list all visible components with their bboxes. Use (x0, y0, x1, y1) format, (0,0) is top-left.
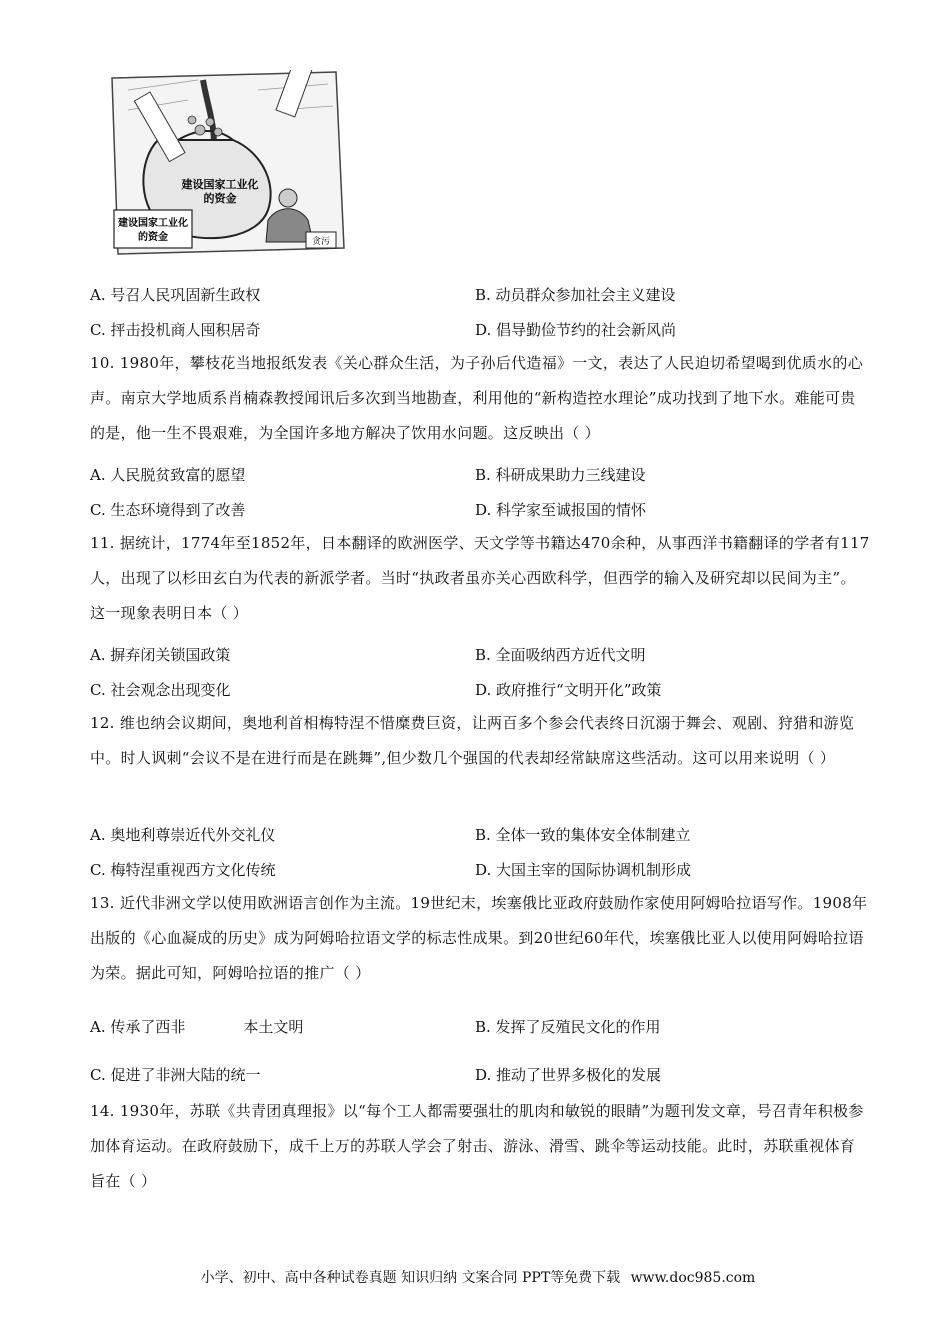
q11-option-d: D. 政府推行“文明开化”政策 (475, 681, 662, 699)
q12-option-b: B. 全体一致的集体安全体制建立 (475, 826, 691, 844)
q9-option-b: B. 动员群众参加社会主义建设 (475, 286, 676, 304)
q13-option-a-part2: 本土文明 (243, 1018, 304, 1036)
footer-site-link[interactable]: www.doc985.com (630, 1270, 756, 1286)
q11-option-b: B. 全面吸纳西方近代文明 (475, 646, 646, 664)
q13-option-c: C. 促进了非洲大陆的统一 (90, 1066, 261, 1084)
q14-stem: 14. 1930年，苏联《共青团真理报》以“每个工人都需要强壮的肌肉和敏锐的眼睛”为题刊发文章，号召青年积极参加体育运动。在政府鼓励下，成千上万的苏联人学会了射击、游泳、滑雪、跳伞等运动技能。此时，苏联重视体育旨在（ ） (90, 1102, 864, 1190)
svg-text:的资金: 的资金 (203, 192, 237, 205)
q12-option-a: A. 奥地利尊崇近代外交礼仪 (90, 826, 276, 844)
footer-text: 小学、初中、高中各种试卷真题 知识归纳 文案合同 PPT等免费下载 (200, 1270, 621, 1286)
q11-option-c: C. 社会观念出现变化 (90, 681, 231, 699)
cartoon-illustration (108, 70, 348, 260)
q11-option-a: A. 摒弃闭关锁国政策 (90, 646, 231, 664)
cartoon-drawing (108, 70, 348, 260)
cartoon-label-left: 建设国家工业化 (118, 218, 188, 229)
q9-option-a: A. 号召人民巩固新生政权 (90, 286, 261, 304)
q13-option-b: B. 发挥了反殖民文化的作用 (475, 1018, 661, 1036)
q12-stem: 12. 维也纳会议期间，奥地利首相梅特涅不惜糜费巨资，让两百多个参会代表终日沉溺于舞会、观剧、狩猎和游览中。时人讽刺“会议不是在进行而是在跳舞”,但少数几个强国的代表却经常缺席这些活动。这可以用来说明（ ） (90, 714, 855, 767)
q9-option-d: D. 倡导勤俭节约的社会新风尚 (475, 321, 677, 339)
q13-option-a-part1: A. 传承了西非 (90, 1018, 186, 1036)
cartoon-label-corruption: 贪污 (311, 237, 331, 247)
q10-stem: 10. 1980年，攀枝花当地报纸发表《关心群众生活，为子孙后代造福》一文，表达了人民迫切希望喝到优质水的心声。南京大学地质系肖楠森教授闻讯后多次到当地勘查，利用他的“新构造控水理论”成功找到了地下水。难能可贵的是，他一生不畏艰难，为全国许多地方解决了饮用水问题。这反映出（ ） (90, 354, 864, 442)
q13-option-d: D. 推动了世界多极化的发展 (475, 1066, 662, 1084)
q13-stem: 13. 近代非洲文学以使用欧洲语言创作为主流。19世纪末，埃塞俄比亚政府鼓励作家使用阿姆哈拉语写作。1908年出版的《心血凝成的历史》成为阿姆哈拉语文学的标志性成果。到20世纪60年代，埃塞俄比亚人以使用阿姆哈拉语为荣。据此可知，阿姆哈拉语的推广（ ） (90, 894, 868, 982)
q9-option-c: C. 抨击投机商人囤积居奇 (90, 321, 261, 339)
q12-option-c: C. 梅特涅重视西方文化传统 (90, 861, 276, 879)
q12-option-d: D. 大国主宰的国际协调机制形成 (475, 861, 692, 879)
q10-option-a: A. 人民脱贫致富的愿望 (90, 466, 246, 484)
q13-option-a (90, 1016, 303, 1038)
q11-stem: 11. 据统计，1774年至1852年，日本翻译的欧洲医学、天文学等书籍达470余种，从事西洋书籍翻译的学者有117人，出现了以杉田玄白为代表的新派学者。当时“执政者虽亦关心西欧科学，但西学的输入及研究却以民间为主”。这一现象表明日本（ ） (90, 534, 870, 622)
q10-option-b: B. 科研成果助力三线建设 (475, 466, 646, 484)
q10-option-d: D. 科学家至诚报国的情怀 (475, 501, 647, 519)
svg-text:的资金: 的资金 (138, 232, 168, 243)
q10-option-c: C. 生态环境得到了改善 (90, 501, 246, 519)
page-footer (0, 1268, 950, 1288)
cartoon-label-sack: 建设国家工业化 (181, 178, 259, 191)
